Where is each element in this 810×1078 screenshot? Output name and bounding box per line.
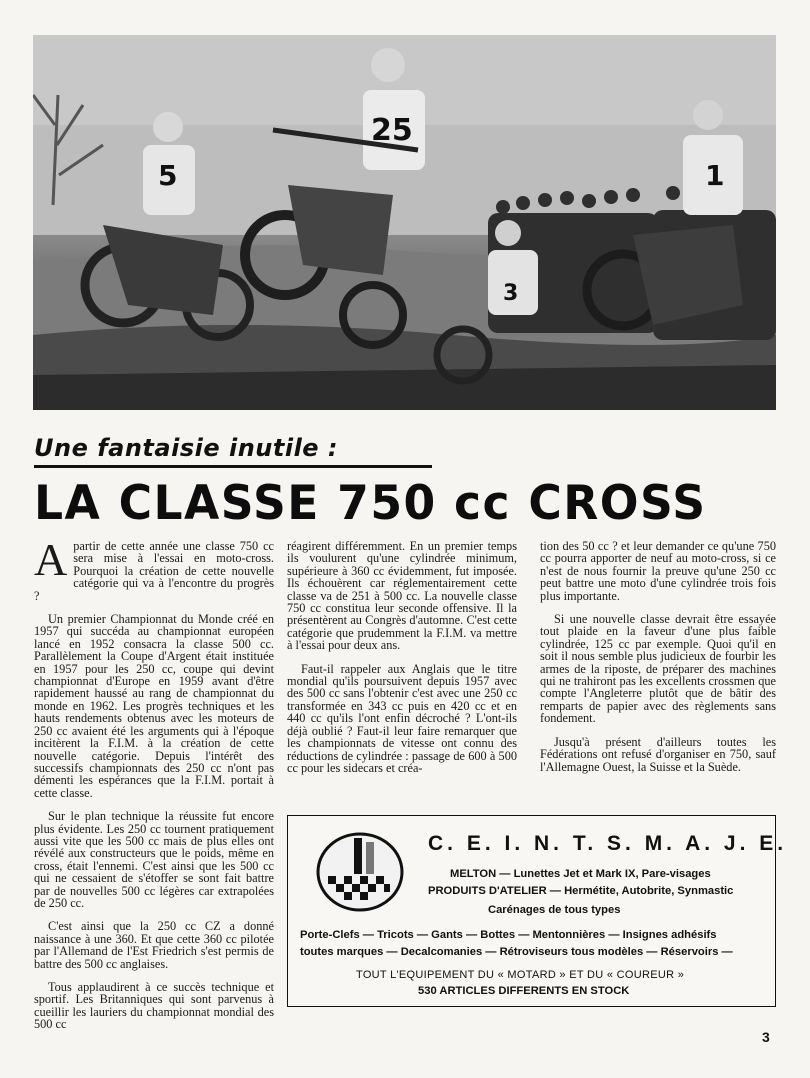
rider-number-3: 3 — [503, 281, 519, 306]
ad-line-porte-clefs: Porte-Clefs — Tricots — Gants — Bottes — Mentonnières — Insignes adhésifs — [300, 929, 717, 941]
paragraph: réagirent différemment. En un premier temps ils voulurent qu'une cylindrée minimum, supérieure à 360 cc évidemment, fut imposée. Ils échouèrent car réglementairement cette classe va de 251 à 500 cc. La nouvelle classe 750 cc constitua leur seconde offensive. Il la présentèrent au Congrès d'automne. C'est cette catégorie que prudemment la F.I.M. va mettre à l'essai pour deux ans. — [287, 539, 517, 653]
article-kicker: Une fantaisie inutile : — [34, 434, 432, 468]
paragraph: Apartir de cette année une classe 750 cc sera mise à l'essai en moto-cross. Pourquoi la création de cette nouvelle catégorie qui va à l'encontre du progrès ? — [34, 534, 274, 603]
ad-line-carenages: Carénages de tous types — [488, 904, 621, 916]
article-column-1 — [34, 534, 274, 1042]
paragraph: C'est ainsi que la 250 cc CZ a donné naissance à une 360. Et que cette 360 cc pilotée par l'Allemand de l'Est Friedrich s'est permis de battre des 500 cc anglaises. — [34, 919, 274, 971]
ad-line-toutes-marques: toutes marques — Decalcomanies — Rétroviseurs tous modèles — Réservoirs — — [300, 946, 733, 958]
ad-line-melton: MELTON — Lunettes Jet et Mark IX, Pare-visages — [450, 868, 711, 880]
article-column-3 — [540, 540, 776, 784]
rider-number-1: 1 — [705, 159, 725, 192]
paragraph: Tous applaudirent à ce succès technique et sportif. Les Britanniques qui sont parvenus à cueillir les lauriers du championnat mondial des 500 cc — [34, 980, 274, 1032]
paragraph: Faut-il rappeler aux Anglais que le titre mondial qu'ils poursuivent depuis 1957 avec des 500 cc sans l'obtenir c'est avec une 250 cc transformée en 343 cc puis en 420 cc et en 440 cc qu'ils l'ont enfin décroché ? L'ont-ils déjà oublié ? Faut-il leur faire remarquer que les championnats de vitesse ont connu des réductions de cylindrée : passage de 600 à 500 cc pour les sidecars et créa- — [287, 661, 517, 775]
ad-brand: C. E. I. N. T. S. M. A. J. E. — [428, 832, 788, 855]
ad-line-produits: PRODUITS D'ATELIER — Hermétite, Autobrite, Synmastic — [428, 885, 734, 897]
ad-line-equipement: TOUT L'EQUIPEMENT DU « MOTARD » ET DU « COUREUR » — [356, 969, 685, 981]
article-column-2 — [287, 540, 517, 785]
dropcap: A — [34, 534, 68, 585]
paragraph: Si une nouvelle classe devrait être essayée tout plaide en la faveur d'une plus faible cylindrée, 125 cc par exemple. Quoi qu'il en soit il nous semble plus judicieux de fourbir les armes de la riposte, de préparer des machines qui ne trahiront pas les excellents crossmen que compte l'Angleterre plutôt que de bâtir des remparts de papier avec des règlements sans fondement. — [540, 612, 776, 726]
rider-number-25: 25 — [371, 113, 413, 148]
page-number: 3 — [762, 1029, 770, 1045]
paragraph: tion des 50 cc ? et leur demander ce qu'une 750 cc pourra apporter de neuf au moto-cross, si ce n'est de nous fournir la preuve qu'une 250 cc peut battre une moto d'une cylindrée trois fois plus importante. — [540, 539, 776, 603]
ceintsmaje-logo-icon — [316, 832, 404, 912]
paragraph: Sur le plan technique la réussite fut encore plus évidente. Les 250 cc tournent pratiquement aussi vite que les 500 cc mais de plus elles ont révélé aux constructeurs que le poids, même en cross, était l'ennemi. C'est ainsi que les 500 cc qui ne cessaient de s'étoffer se sont fait battre par de nouvelles 500 cc légères car extrapolées de 250 cc. — [34, 809, 274, 910]
paragraph: Jusqu'à présent d'ailleurs toutes les Fédérations ont refusé d'organiser en 750, sauf l'Allemagne Ouest, la Suisse et la Suède. — [540, 734, 776, 774]
motocross-photo — [33, 35, 776, 410]
rider-number-5: 5 — [158, 159, 178, 192]
ad-line-articles: 530 ARTICLES DIFFERENTS EN STOCK — [418, 985, 630, 997]
motocross-photo-illustration — [33, 35, 776, 410]
paragraph: Un premier Championnat du Monde créé en 1957 qui succéda au championnat européen lancé en 1952 consacra la classe 500 cc. Parallèlement la Coupe d'Argent était instituée en 1957 pour les 250 cc, coupe qui devint championnat d'Europe en 1959 avant d'être rapidement haussé au rang de championnat du monde en 1962. Les progrès techniques et les hauts rendements obtenus avec les moteurs de 250 cc avaient été les arguments qui à l'époque incitèrent la F.I.M. à la création de cette nouvelle catégorie. Depuis l'intérêt des successifs championnats des 250 cc n'ont pas démenti les espérances que la F.I.M. portait à cette classe. — [34, 612, 274, 800]
advertisement-box — [287, 815, 788, 1007]
article-headline: LA CLASSE 750 cc CROSS — [34, 476, 707, 531]
